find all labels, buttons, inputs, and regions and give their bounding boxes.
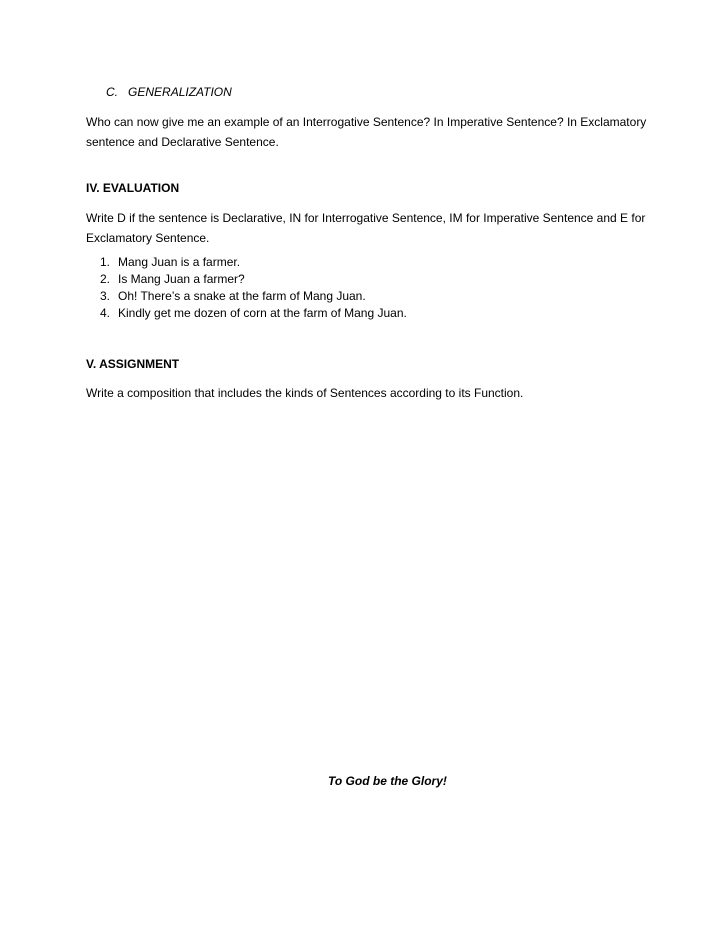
list-item bbox=[86, 303, 407, 320]
list-item bbox=[86, 269, 407, 286]
list-item-text: Is Mang Juan a farmer? bbox=[118, 272, 245, 286]
assignment-heading: V. ASSIGNMENT bbox=[86, 357, 180, 371]
list-item-text: Mang Juan is a farmer. bbox=[118, 255, 241, 269]
list-item bbox=[86, 286, 407, 303]
generalization-heading bbox=[106, 82, 232, 102]
evaluation-instruction-line: Write D if the sentence is Declarative, IN for Interrogative Sentence, IM for Imperative Sentence and E for bbox=[86, 211, 646, 225]
generalization-letter: C. bbox=[106, 85, 118, 99]
generalization-paragraph bbox=[86, 112, 656, 152]
evaluation-instruction-line: Exclamatory Sentence. bbox=[86, 231, 210, 245]
list-item-text: Kindly get me dozen of corn at the farm of Mang Juan. bbox=[118, 306, 407, 320]
generalization-paragraph-line: Who can now give me an example of an Interrogative Sentence? In Imperative Sentence? In Exclamatory bbox=[86, 115, 647, 129]
assignment-text: Write a composition that includes the kinds of Sentences according to its Function. bbox=[86, 386, 524, 400]
list-item-number: 4. bbox=[99, 306, 110, 320]
evaluation-list bbox=[86, 252, 407, 320]
evaluation-instruction bbox=[86, 208, 656, 248]
list-item bbox=[86, 252, 407, 269]
generalization-title: GENERALIZATION bbox=[128, 85, 232, 99]
list-item-number: 1. bbox=[99, 255, 110, 269]
list-item-number: 2. bbox=[99, 272, 110, 286]
generalization-paragraph-line: sentence and Declarative Sentence. bbox=[86, 135, 279, 149]
closing-text: To God be the Glory! bbox=[328, 774, 447, 788]
list-item-number: 3. bbox=[99, 289, 110, 303]
list-item-text: Oh! There’s a snake at the farm of Mang Juan. bbox=[118, 289, 366, 303]
evaluation-heading: IV. EVALUATION bbox=[86, 181, 180, 195]
